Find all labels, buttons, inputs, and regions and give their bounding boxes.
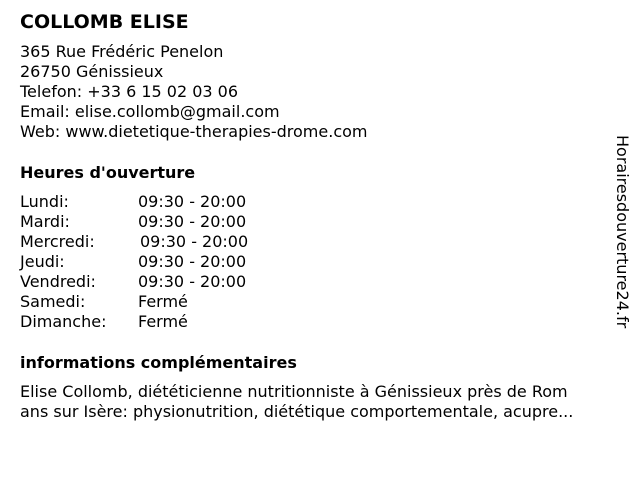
- opening-hours-heading: Heures d'ouverture: [20, 163, 196, 182]
- web-line: Web: www.dietetique-therapies-drome.com: [20, 122, 368, 141]
- additional-info-line-2: ans sur Isère: physionutrition, diététique comportementale, acupre...: [20, 402, 574, 421]
- hours-time-value: 09:30 - 20:00: [138, 252, 247, 271]
- hours-day-label: Dimanche:: [20, 312, 107, 331]
- hours-time-value: 09:30 - 20:00: [138, 212, 247, 231]
- phone-line: Telefon: +33 6 15 02 03 06: [20, 82, 239, 101]
- hours-row-sunday: [20, 312, 620, 332]
- hours-time-value: Fermé: [138, 292, 188, 311]
- hours-row-thursday: [20, 252, 620, 272]
- address-street: 365 Rue Frédéric Penelon: [20, 42, 224, 61]
- hours-day-label: Vendredi:: [20, 272, 96, 291]
- address-city: 26750 Génissieux: [20, 62, 164, 81]
- hours-day-label: Jeudi:: [20, 252, 65, 271]
- hours-day-label: Samedi:: [20, 292, 86, 311]
- hours-time-value: 09:30 - 20:00: [140, 232, 249, 251]
- hours-time-value: Fermé: [138, 312, 188, 331]
- additional-info-heading: informations complémentaires: [20, 353, 297, 372]
- business-name: COLLOMB ELISE: [20, 11, 189, 33]
- hours-day-label: Mardi:: [20, 212, 70, 231]
- email-line: Email: elise.collomb@gmail.com: [20, 102, 280, 121]
- hours-row-saturday: [20, 292, 620, 312]
- additional-info-line-1: Elise Collomb, diététicienne nutritionniste à Génissieux près de Rom: [20, 382, 568, 401]
- hours-time-value: 09:30 - 20:00: [138, 192, 247, 211]
- business-card: [20, 10, 620, 422]
- hours-row-friday: [20, 272, 620, 292]
- site-watermark: Horairesdouverture24.fr: [613, 135, 632, 329]
- hours-day-label: Mercredi:: [20, 232, 95, 251]
- hours-row-tuesday: [20, 212, 620, 232]
- hours-row-wednesday: [20, 232, 620, 252]
- hours-row-monday: [20, 192, 620, 212]
- hours-day-label: Lundi:: [20, 192, 69, 211]
- hours-time-value: 09:30 - 20:00: [138, 272, 247, 291]
